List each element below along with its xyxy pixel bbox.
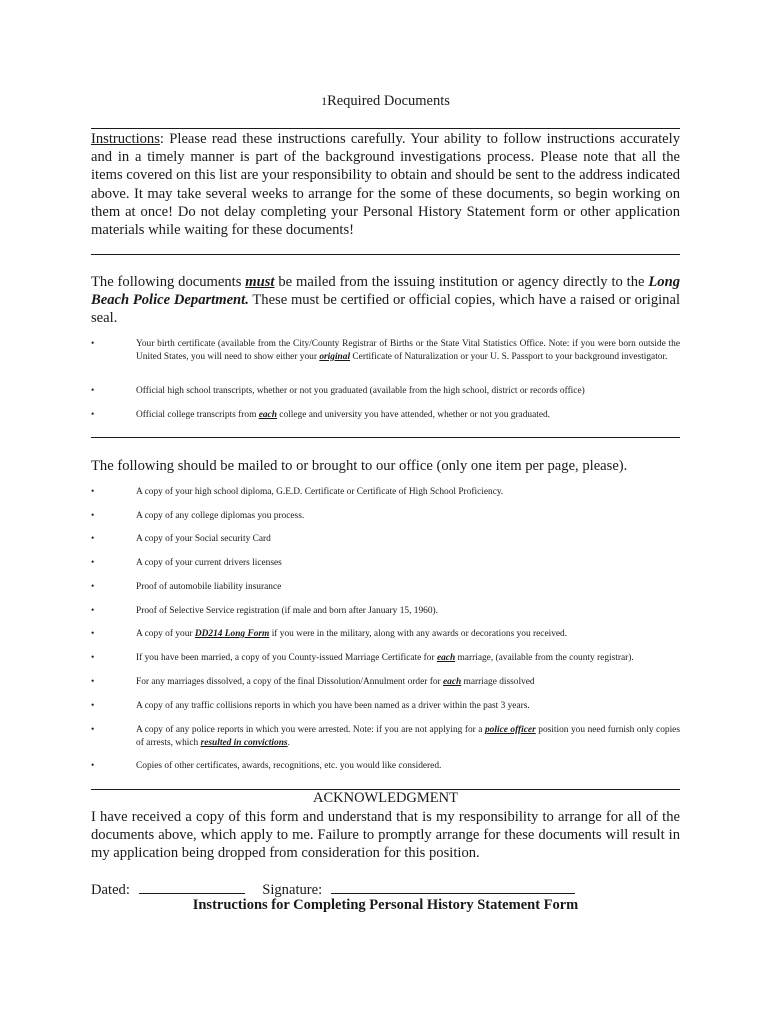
acknowledgment-text: I have received a copy of this form and understand that is my responsibility to arrange for all of the documents above, which apply to me. Failure to promptly arrange for these documents will result in my application being dropped from consideration for this position. — [91, 809, 680, 862]
signature-field[interactable] — [331, 879, 575, 894]
bullet-icon: • — [91, 606, 95, 616]
item-emphasis: DD214 Long Form — [194, 629, 270, 639]
list-item-text — [136, 338, 680, 363]
intro-text: These must be certified or official copies, which have a raised or original seal. — [91, 292, 680, 327]
item-text: Official high school transcripts, whether or not you graduated (available from the high school, district or records office) — [136, 386, 585, 396]
item-emphasis: resulted in convictions — [200, 737, 288, 748]
bullet-icon: • — [91, 558, 95, 568]
item-text: A copy of any police reports in which you were arrested. Note: if you are not applying for a — [136, 725, 485, 735]
item-emphasis: each — [436, 653, 456, 663]
list-item-text: A copy of your Social security Card — [136, 534, 271, 544]
list-item-text — [136, 628, 680, 641]
title-number: 1 — [321, 94, 328, 108]
title-text: Required Documents — [327, 93, 450, 109]
bullet-icon: • — [91, 534, 95, 544]
divider — [91, 128, 680, 129]
item-text: position you need furnish only copies of arrests, which — [136, 725, 680, 748]
list-item-text: Proof of automobile liability insurance — [136, 582, 282, 592]
bullet-icon: • — [91, 582, 95, 592]
item-text: If you have been married, a copy of you County-issued Marriage Certificate for — [136, 653, 437, 663]
list-item-text — [136, 676, 680, 689]
intro-text: be mailed from the issuing institution or agency directly to the — [274, 274, 649, 290]
acknowledgment-title: ACKNOWLEDGMENT — [313, 790, 458, 806]
bullet-icon: • — [91, 410, 95, 420]
section2-intro: The following should be mailed to or brought to our office (only one item per page, please). — [91, 458, 628, 474]
bullet-icon: • — [91, 653, 95, 663]
bullet-icon: • — [91, 725, 95, 735]
bullet-icon: • — [91, 701, 95, 711]
item-text: marriage dissolved — [461, 677, 535, 687]
bullet-icon: • — [91, 511, 95, 521]
list-item-text: Proof of Selective Service registration (if male and born after January 15, 1960). — [136, 606, 438, 616]
signature-label: Signature: — [262, 882, 323, 898]
item-text: A copy of your — [136, 629, 195, 639]
list-item-text: Copies of other certificates, awards, recognitions, etc. you would like considered. — [136, 761, 442, 771]
list-item-text: A copy of any traffic collisions reports in which you have been named as a driver within the past 3 years. — [136, 701, 530, 711]
instructions-label: Instructions — [91, 131, 160, 147]
bullet-icon: • — [91, 629, 95, 639]
signature-row — [91, 879, 680, 899]
divider — [91, 254, 680, 255]
list-item-text — [136, 724, 680, 749]
intro-text: The following documents — [91, 274, 246, 290]
bullet-icon: • — [91, 761, 95, 771]
bullet-icon: • — [91, 339, 95, 349]
item-emphasis: original — [319, 351, 351, 362]
item-emphasis: police officer — [484, 725, 536, 735]
instructions-paragraph — [91, 130, 680, 239]
bullet-icon: • — [91, 677, 95, 687]
item-text: For any marriages dissolved, a copy of the final Dissolution/Annulment order for — [136, 677, 443, 687]
item-text: Your birth certificate (available from the City/County Registrar of Births or the State Vital Statistics Office. Note: if you were born outside the United States, you will need to show either your — [136, 339, 680, 362]
list-item-text — [136, 652, 680, 665]
item-text: if you were in the military, along with any awards or decorations you received. — [269, 629, 568, 639]
item-emphasis: each — [258, 410, 277, 420]
list-item-text: A copy of your high school diploma, G.E.D. Certificate or Certificate of High School Proficiency. — [136, 487, 504, 497]
bullet-icon: • — [91, 386, 95, 396]
list-item-text — [136, 409, 680, 422]
section1-intro — [91, 273, 680, 328]
item-emphasis: each — [442, 677, 462, 687]
page-title — [91, 93, 680, 110]
list-item-text: A copy of any college diplomas you process. — [136, 511, 305, 521]
list-item-text: A copy of your current drivers licenses — [136, 558, 282, 568]
item-text: college and university you have attended, whether or not you graduated. — [276, 410, 551, 420]
dated-label: Dated: — [91, 882, 130, 898]
department-name: Long Beach Police Department. — [91, 274, 680, 309]
bullet-icon: • — [91, 487, 95, 497]
divider — [91, 437, 680, 438]
footer-title: Instructions for Completing Personal History Statement Form — [192, 897, 579, 913]
item-text: marriage, (available from the county registrar). — [455, 653, 634, 663]
instructions-text: : Please read these instructions carefully. Your ability to follow instructions accurately and in a timely manner is part of the background investigations process. Please note that all the items covered on this list are your responsibility to obtain and should be sent to the address indicated above. It may take several weeks to arrange for the some of these documents, so begin working on them at once! Do not delay completing your Personal History Statement form or other application materials while waiting for these documents! — [91, 131, 680, 239]
item-text: Certificate of Naturalization or your U. S. Passport to your background investigator. — [350, 351, 668, 362]
item-text: Official college transcripts from — [136, 410, 259, 420]
item-text: . — [287, 737, 290, 748]
list-item-text — [136, 385, 680, 398]
emphasis-must: must — [245, 274, 275, 290]
dated-field[interactable] — [139, 879, 245, 894]
